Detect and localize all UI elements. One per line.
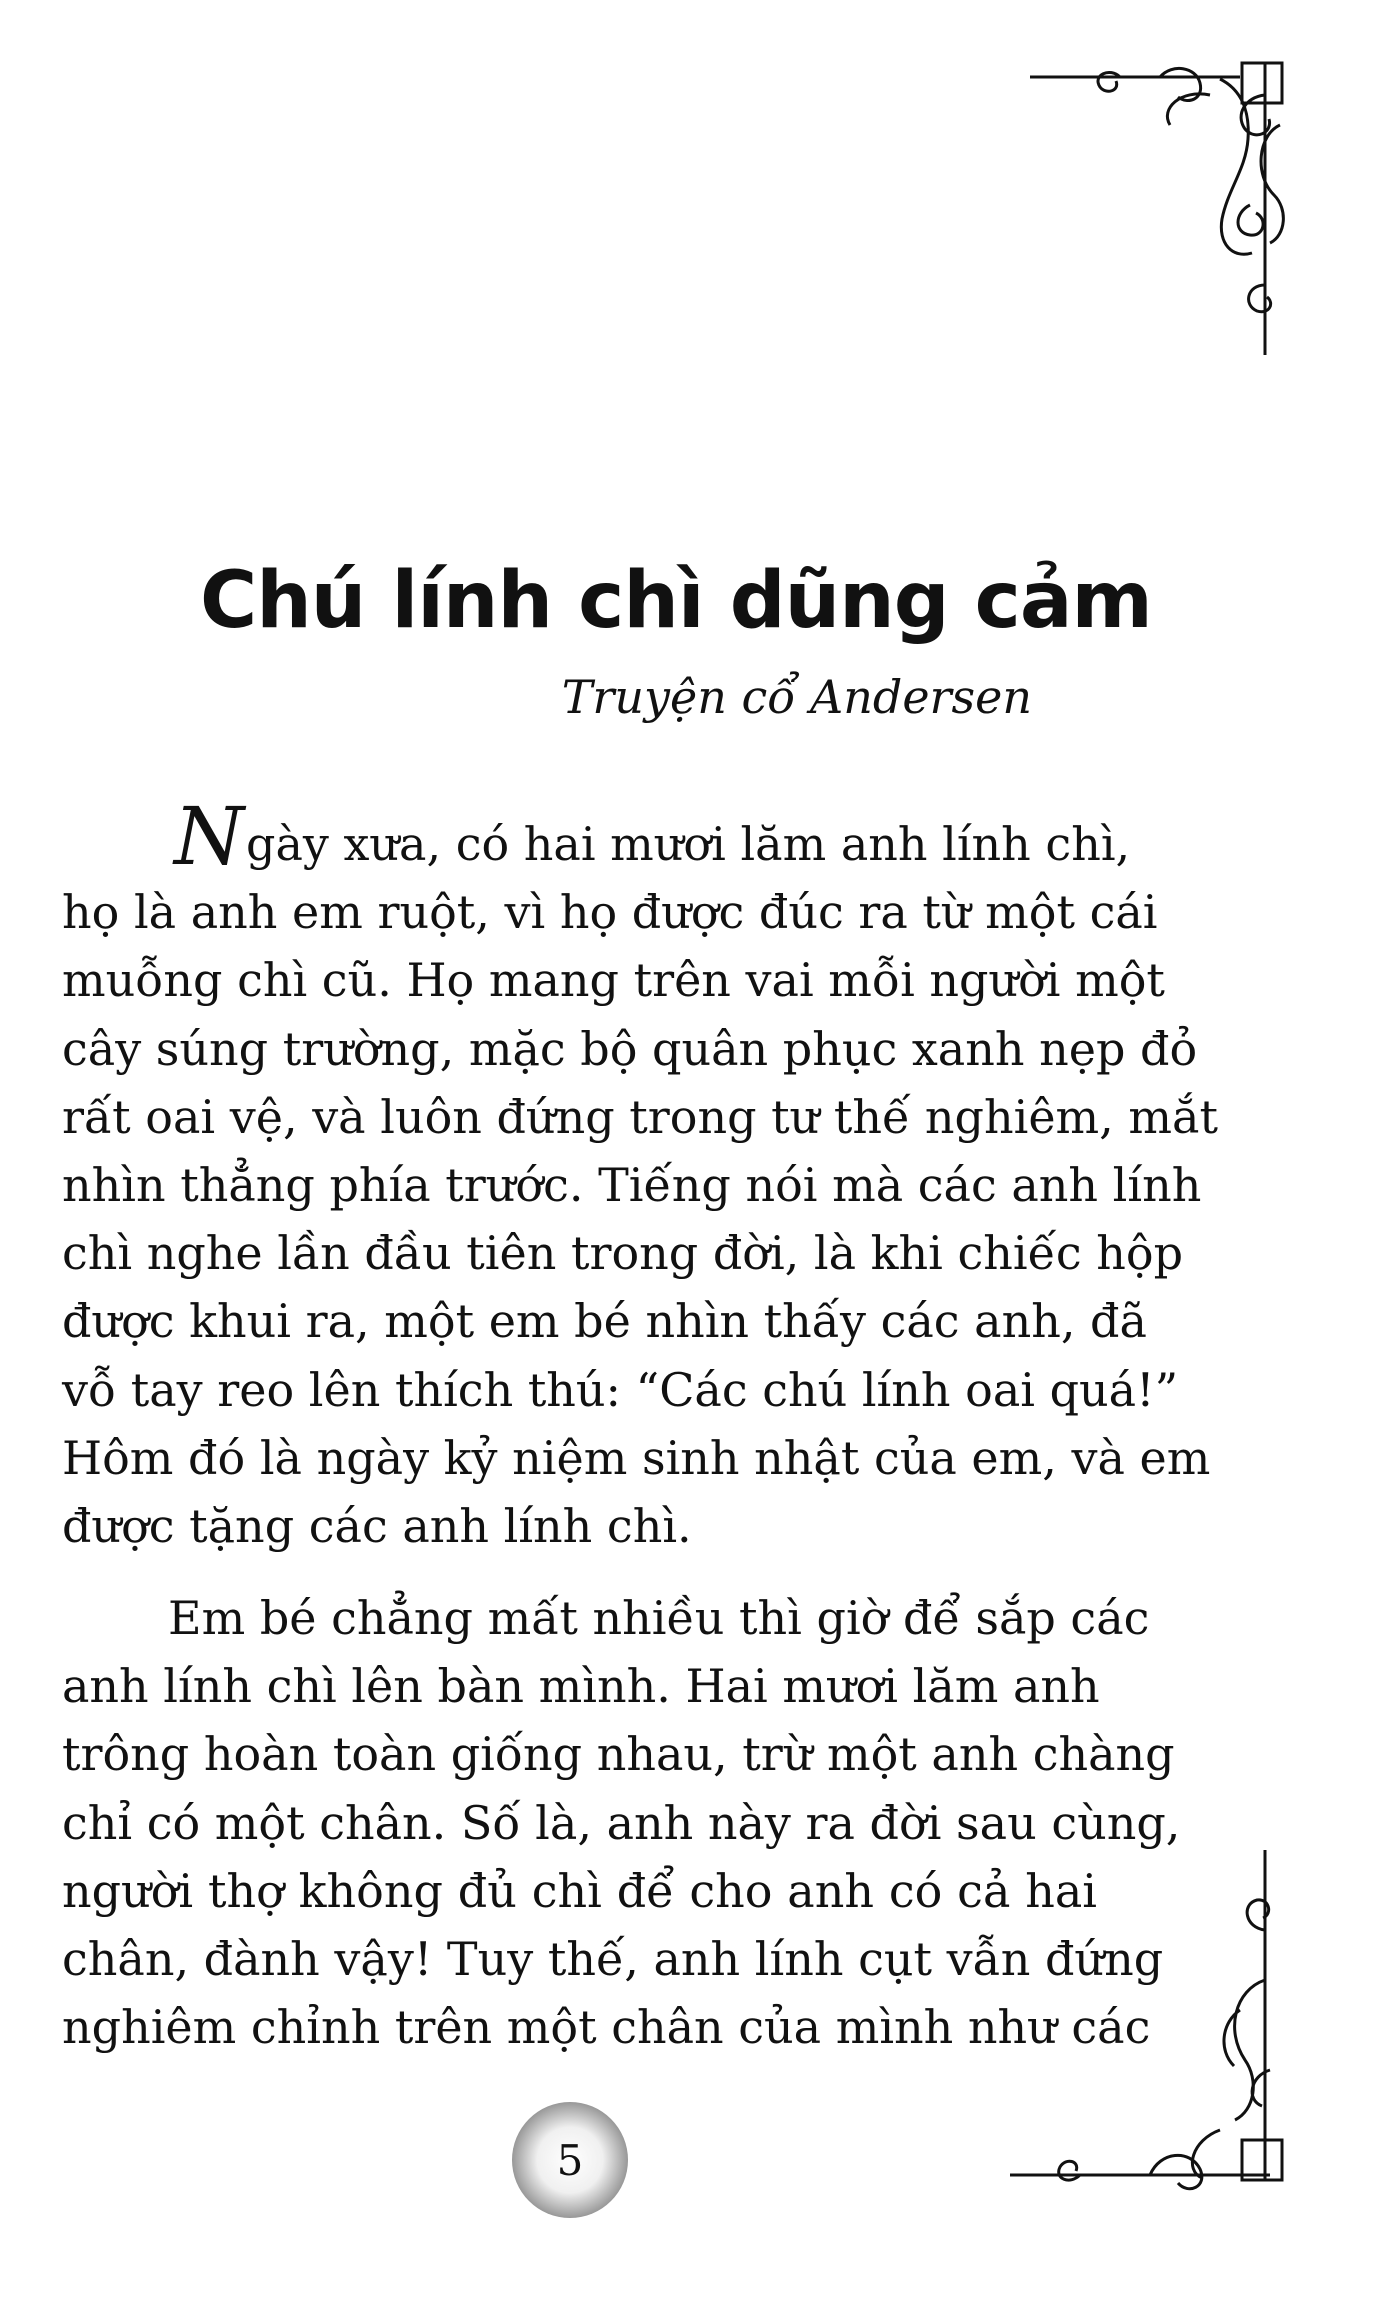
text-line: cây súng trường, mặc bộ quân phục xanh nẹp đỏ bbox=[62, 1021, 1198, 1076]
text-line: nhìn thẳng phía trước. Tiếng nói mà các anh lính bbox=[62, 1157, 1202, 1212]
text-line: vỗ tay reo lên thích thú: “Các chú lính oai quá!” bbox=[62, 1362, 1179, 1417]
text-line: Ngày xưa, có hai mươi lăm anh lính chì, bbox=[174, 790, 1131, 883]
corner-ornament-bottom-right-icon bbox=[1000, 1830, 1300, 2200]
text-line: họ là anh em ruột, vì họ được đúc ra từ một cái bbox=[62, 885, 1158, 940]
paragraph-2 bbox=[62, 1584, 1181, 2061]
text-line: nghiêm chỉnh trên một chân của mình như các bbox=[62, 2000, 1151, 2055]
corner-ornament-top-right-icon bbox=[1010, 55, 1310, 395]
text-line: trông hoàn toàn giống nhau, trừ một anh chàng bbox=[62, 1727, 1175, 1782]
text-line: anh lính chì lên bàn mình. Hai mươi lăm anh bbox=[62, 1659, 1100, 1714]
page-number: 5 bbox=[556, 2135, 584, 2185]
text-line: rất oai vệ, và luôn đứng trong tư thế nghiêm, mắt bbox=[62, 1089, 1218, 1144]
page-number-badge bbox=[512, 2102, 628, 2218]
text-line: người thợ không đủ chì để cho anh có cả hai bbox=[62, 1863, 1097, 1918]
text-line: Em bé chẳng mất nhiều thì giờ để sắp các bbox=[168, 1591, 1150, 1646]
text-line: muỗng chì cũ. Họ mang trên vai mỗi người một bbox=[62, 953, 1165, 1008]
text-line: được khui ra, một em bé nhìn thấy các anh, đã bbox=[62, 1294, 1147, 1349]
text-line: chỉ có một chân. Số là, anh này ra đời sau cùng, bbox=[62, 1795, 1181, 1850]
text-line: Hôm đó là ngày kỷ niệm sinh nhật của em, và em bbox=[62, 1430, 1211, 1485]
text-line: chân, đành vậy! Tuy thế, anh lính cụt vẫn đứng bbox=[62, 1932, 1164, 1986]
subtitle-author: Truyện cổ Andersen bbox=[561, 670, 1032, 724]
text-line: chì nghe lần đầu tiên trong đời, là khi chiếc hộp bbox=[62, 1226, 1184, 1281]
paragraph-1 bbox=[62, 790, 1218, 1560]
page-title: Chú lính chì dũng cảm bbox=[200, 556, 1152, 646]
story-text bbox=[62, 790, 1218, 2061]
text-line: được tặng các anh lính chì. bbox=[62, 1498, 692, 1553]
